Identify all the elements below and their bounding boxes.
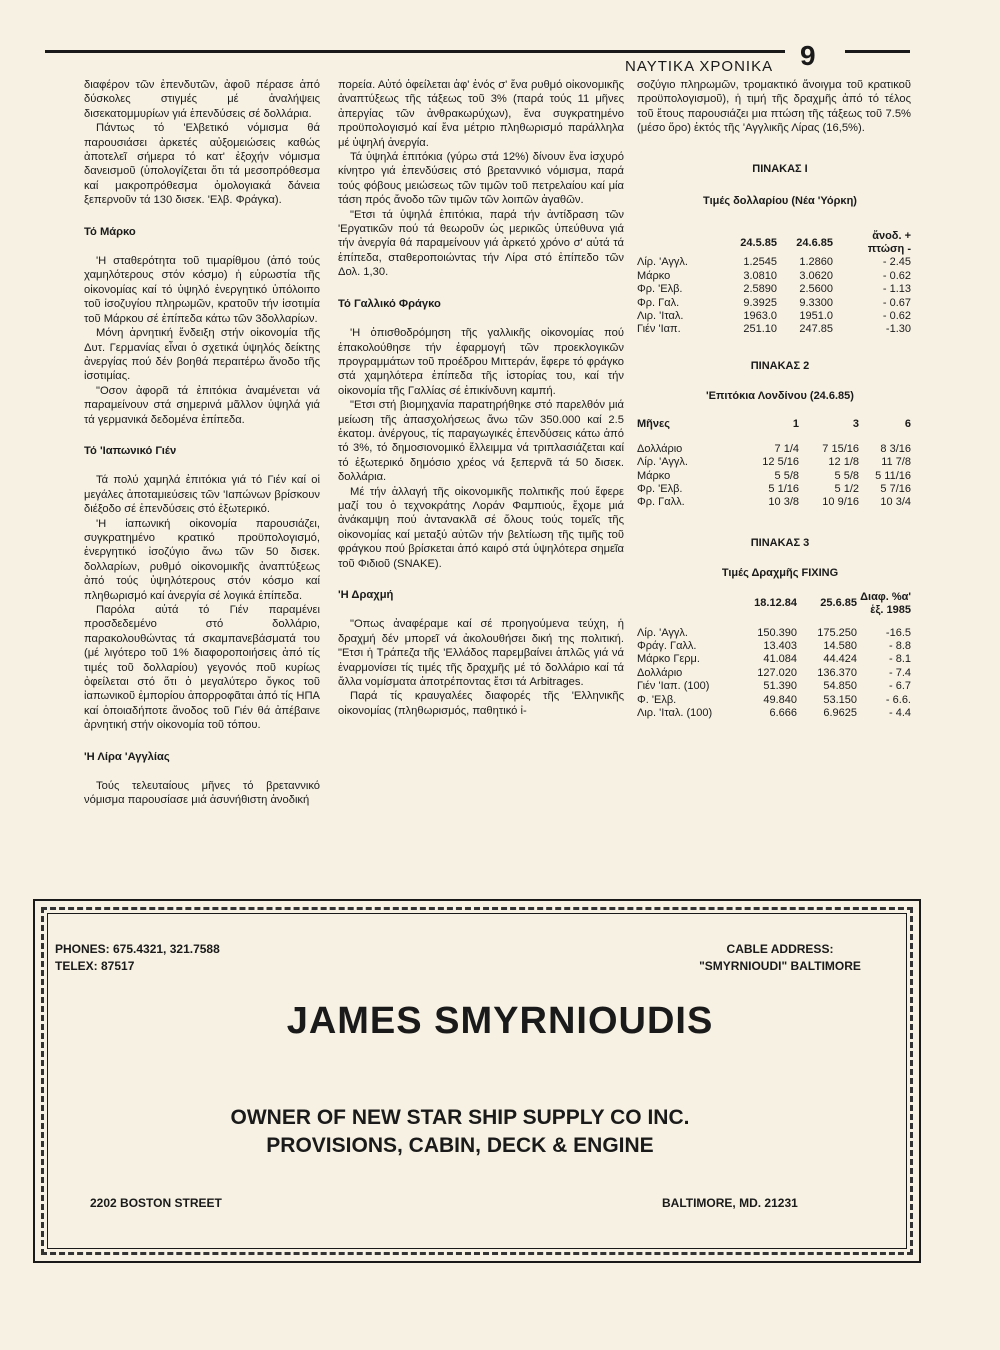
page-number: 9 [800,40,816,71]
table-row [637,443,911,456]
paragraph: Παρά τίς κραυγαλέες διαφορές τῆς 'Ελληνικῆς οἰκονομίας (πληθωρισμός, παθητικό ἰ- [338,690,624,717]
header-rule [845,50,910,53]
row-label: Δολλάριο [637,442,683,455]
table-row [637,680,911,693]
cell-value: 5 11/16 [875,469,911,482]
cell-value: 3.0810 [743,269,777,282]
cell-value: - 1.13 [882,283,911,296]
row-label: Φρ. 'Ελβ. [637,283,683,296]
cell-value: 12 1/8 [828,456,859,469]
row-label: Φρ. 'Ελβ. [637,482,683,495]
cell-value: 1963.0 [743,310,777,323]
table-row [637,667,911,680]
table-row [637,483,911,496]
article-column-3 [637,78,911,720]
cell-value: 1951.0 [799,310,833,323]
cell-value: -1.30 [885,323,911,336]
paragraph: Τούς τελευταίους μῆνες τό βρεταννικό νόμισμα παρουσίασε μιά ἀσυνήθιστη ἀνοδική [84,780,320,807]
table-row [637,297,911,310]
ad-phones: PHONES: 675.4321, 321.7588 [55,942,220,956]
paragraph: Πάντως τό 'Ελβετικό νόμισμα θά παρουσιάσει ἀρκετές αὐξομειώσεις καθώς ἀποτελεῖ σήμερα τό κατ' ἐξοχήν νόμισμα δανεισμοῦ (ὑπολογίζεται ὅτι τά μεσοπρόθεσμα καί μακροπρόθεσμα ὁμολογιακά δάνεια ξεπερνοῦν τά 130 δισεκ. 'Ελβ. Φράγκα). [84,122,320,207]
paragraph: "Ετσι στή βιομηχανία παρατηρήθηκε στό παρελθόν μιά μείωση τῆς ἀπασχολήσεως ἄνω τῶν 350.000 καί 2.5 ἑκατομ. ἀνέργους, τίς παραγωγικές ἐπενδύσεις κάτω ἀπό τό 3%, τό δημοσιονομικό ἔλλειμμα νά τριπλασιάζεται καί τό ἐξωτερικό δημόσιο χρέος νά ξεπερνᾶ τά 50 δισεκ. δολλάρια. [338,399,624,484]
table-row [637,270,911,283]
article-column-2 [338,78,624,718]
cell-value: 3.0620 [799,269,833,282]
row-label: Λίρ. 'Αγγλ. [637,626,688,639]
table2-heading: ΠΙΝΑΚΑΣ 2 [750,359,810,372]
cell-value: 1.2545 [743,256,777,269]
ad-description [0,1104,920,1160]
paragraph: "Οσον ἀφορᾶ τά ἐπιτόκια ἀναμένεται νά παραμείνουν στά σημερινά μᾶλλον ὑψηλά γιά τά γερμανικά δεδομένα ἐπίπεδα. [84,384,320,426]
row-label: Φρ. Γαλλ. [637,496,685,509]
table-row [637,694,911,707]
paragraph: "Ετσι τά ὑψηλά ἐπιτόκια, παρά τήν ἀντίδραση τῶν 'Εργατικῶν πού τά θεωροῦν ὡς μερικῶς ὑπεύθυνα γιά τήν ἀνεργία θά παραμείνουν γιά ἀρκετό χρόνο σ' αὐτά τά ἐπίπεδα, σταθεροποιώντας τήν Λίρα στό ἐπίπεδο τῶν Δολ. 1,30. [338,208,624,279]
ad-cable [660,941,900,975]
cell-value: 10 3/8 [768,496,799,509]
table-row [637,640,911,653]
article-column-1 [84,78,320,808]
row-label: Λιρ. 'Ιταλ. [637,310,684,323]
paragraph: διαφέρον τῶν ἐπενδυτῶν, ἀφοῦ πέρασε ἀπό δύσκολες στιγμές μέ ἀναλήψεις δισεκατομμυρίων γιά ἐπενδύσεις σέ δολλάρια. [84,79,320,120]
table-row [637,283,911,296]
magazine-title: ΝΑΥΤΙΚΑ ΧΡΟΝΙΚΑ [625,58,774,75]
table1-heading: ΠΙΝΑΚΑΣ Ι [752,162,808,175]
cell-value: - 0.62 [882,310,911,323]
cell-value: 9.3925 [743,296,777,309]
cell-value: - 8.1 [888,653,911,666]
row-label: Λιρ. 'Ιταλ. (100) [637,706,713,719]
row-label: Λίρ. 'Αγγλ. [637,456,688,469]
cell-value: 251.10 [743,323,777,336]
table-row [637,496,911,509]
cell-value: 7 15/16 [822,442,859,455]
cell-value: - 4.4 [888,706,911,719]
cell-value: 136.370 [817,666,857,679]
table-row [637,627,911,640]
paragraph: πορεία. Αὐτό ὀφείλεται ἀφ' ἑνός σ' ἕνα ρυθμό οἰκονομικῆς ἀναπτύξεως τῆς τάξεως τοῦ 3% (παρά τούς 11 μῆνες ἀπεργίας τῶν ἀνθρακωρύχων), ἕνα συγκρατημένο προϋπολογισμό καί ἕνα μέτριο πληθωρισμό παράλληλα μέ ὑψηλή ἀνεργία. [338,79,624,149]
ad-cable-value: "SMYRNIOUDI" BALTIMORE [699,959,861,973]
ad-company-name: JAMES SMYRNIOUDIS [286,1000,714,1042]
cell-value: 127.020 [757,666,797,679]
row-label: Δολλάριο [637,666,683,679]
cell-value: - 6.6. [885,693,911,706]
table3-col-c: Διαφ. %α' ἑξ. 1985 [860,590,911,616]
cell-value: 9.3300 [799,296,833,309]
cell-value: 8 3/16 [880,442,911,455]
table-row [637,653,911,666]
ad-owner: OWNER OF NEW STAR SHIP SUPPLY CO INC. [230,1106,690,1129]
table2 [637,418,911,510]
cell-value: 51.390 [763,680,797,693]
section-heading: 'Η Δραχμή [338,589,394,601]
table2-col-b: 3 [852,417,859,430]
paragraph: 'Η ἰαπωνική οἰκονομία παρουσιάζει, συγκρατημένο κρατικό προϋπολογισμό, ἐνεργητικό ἰσοζύγιο ἄνω τῶν 50 δισεκ. δολλαρίων, ρυθμό οἰκονομικῆς ἀναπτύξεως ἀπό τούς ὑψηλότερους στόν κόσμο καί πληθωρισμό καί ἀνεργία σέ λογικά ἐπίπεδα. [84,517,320,602]
table-row [637,323,911,336]
table1-body [637,256,911,336]
paragraph: Μέ τήν ἀλλαγή τῆς οἰκονομικῆς πολιτικῆς πού ἔφερε μαζί του ὁ τεχνοκράτης Λοράν Φαμπιούς, ἔχομε μιά ἀνάκαμψη πού ἀντανακλᾶ σέ ὅλους τούς τομεῖς τῆς οἰκονομίας καί μεταξύ αὐτῶν τήν βελτίωση τῆς τιμῆς τοῦ φράγκου πού βρίσκεται ἀπό καιρό στά ὑψηλότερα σημεῖα τοῦ Φιδιοῦ (SNAKE). [338,485,624,570]
cell-value: 6.666 [769,706,797,719]
table-row [637,470,911,483]
cell-value: - 0.67 [882,296,911,309]
cell-value: 2.5890 [743,283,777,296]
cell-value: 10 3/4 [880,496,911,509]
table1-col-a: 24.5.85 [740,236,777,249]
row-label: Λίρ. 'Αγγλ. [637,256,688,269]
section-heading: Τό Γαλλικό Φράγκο [338,297,441,310]
table3-heading: ΠΙΝΑΚΑΣ 3 [750,536,810,549]
row-label: Μάρκο Γερμ. [637,653,700,666]
table3-subtitle: Τιμές Δραχμῆς FIXING [721,567,839,580]
table1-subtitle: Τιμές δολλαρίου (Νέα 'Υόρκη) [703,195,857,208]
table3-col-a: 18.12.84 [754,597,797,610]
cell-value: -16.5 [885,626,911,639]
table-row [637,456,911,469]
row-label: Γιέν 'Ιαπ. [637,323,681,336]
ad-city: BALTIMORE, MD. 21231 [662,1196,798,1210]
section-heading: Τό Μάρκο [84,225,136,238]
cell-value: 247.85 [799,323,833,336]
cell-value: - 8.8 [888,639,911,652]
table3-col-b: 25.6.85 [820,597,857,610]
paragraph: 'Η σταθερότητα τοῦ τιμαρίθμου (ἀπό τούς χαμηλότερους στόν κόσμο) ἡ εὐρωστία τῆς οἰκονομίας καί τό ὑψηλό ἐνεργητικό ὑπόλοιπο τοῦ ἰσοζυγίου πληρωμῶν, κρατοῦν τήν ἰσοτιμία τοῦ Μάρκου σέ ἐπίπεδα κάτω τῶν 3δολλαρίων. [84,255,320,325]
paragraph: Μόνη ἀρνητική ἔνδειξη στήν οἰκονομία τῆς Δυτ. Γερμανίας εἶναι ὁ σχετικά ὑψηλός δείκτης ἀνεργίας πού δέν βοηθά περαιτέρω ἄνοδο τῆς ἰσοτιμίας. [84,327,320,383]
cell-value: 5 1/16 [768,482,799,495]
table3-body [637,627,911,721]
row-label: Φ. 'Ελβ. [637,693,677,706]
cell-value: 14.580 [823,639,857,652]
cell-value: 12 5/16 [762,456,799,469]
cell-value: - 7.4 [888,666,911,679]
cell-value: 44.424 [823,653,857,666]
table3 [637,591,911,721]
cell-value: 11 7/8 [881,456,911,469]
cell-value: 5 1/2 [834,482,859,495]
paragraph: 'Η ὀπισθοδρόμηση τῆς γαλλικῆς οἰκονομίας πού ἐπακολούθησε τήν ἐφαρμογή τῶν προεκλογικῶν προγραμμάτων τοῦ προέδρου Μιττεράν, ἔφερε τό φράγκο στά χαμηλότερα ἐπίπεδα τῆς ἱστορίας του, καί τήν οἰκονομία τῆς Γαλλίας σέ ἐπικίνδυνη καμπή. [338,327,624,397]
cell-value: - 0.62 [882,269,911,282]
cell-value: - 2.45 [882,256,911,269]
cell-value: 5 7/16 [880,482,911,495]
ad-telex: TELEX: 87517 [55,959,135,973]
table1-col-b: 24.6.85 [796,236,833,249]
table2-col-label: Μῆνες [637,417,670,430]
table1 [637,230,911,336]
cell-value: 150.390 [757,626,797,639]
table2-subtitle: 'Επιτόκια Λονδίνου (24.6.85) [706,390,854,403]
table2-body [637,443,911,510]
ad-street: 2202 BOSTON STREET [90,1196,222,1210]
cell-value: 53.150 [823,693,857,706]
paragraph: Τά πολύ χαμηλά ἐπιτόκια γιά τό Γιέν καί οἱ μεγάλες ἀποταμιεύσεις τῶν 'Ιαπώνων βρίσκουν διέξοδο σέ ἐπενδύσεις στό ἐξωτερικό. [84,474,320,516]
paragraph: Παρόλα αὐτά τό Γιέν παραμένει προσδεδεμένο στό δολλάριο, παρακολουθώντας τά σκαμπανεβάσματά του (μέ λιγότερο τοῦ 1% διαφοροποιήσεις ἀπό τίς τιμές τοῦ δολλαρίου) γεγονός ποῦ κυρίως ὀφείλεται στό ὅτι ὁ μεγαλύτερο ὄγκος τοῦ ἰαπωνικοῦ ἐμπορίου ἀπορροφᾶται ἀπό τίς ΗΠΑ καί ὁποιαδήποτε ἄνοδος τοῦ Γιέν θά ἀπέβαινε ἀρνητική στήν οἰκονομία τοῦ τόπου. [84,604,320,732]
table1-col-c: ἄνοδ. + πτώση - [867,230,911,256]
row-label: Μάρκο [637,469,671,482]
cell-value: 175.250 [817,626,857,639]
cell-value: 54.850 [823,680,857,693]
cell-value: 5 5/8 [774,469,799,482]
paragraph: σοζύγιο πληρωμῶν, τρομακτικό ἄνοιγμα τοῦ κρατικοῦ προϋπολογισμοῦ), ἡ τιμή τῆς δραχμῆς ἀπό τό τέλος τοῦ ἔτους παρουσιάζει μια πτώση τῆς τάξεως τοῦ 7.5% (μέσο ὅρο) ἐκτός τῆς 'Αγγλικῆς Λίρας (16,5%). [637,79,911,135]
cell-value: 7 1/4 [774,442,799,455]
row-label: Φρ. Γαλ. [637,296,680,309]
row-label: Μάρκο [637,269,671,282]
table-row [637,310,911,323]
cell-value: 1.2860 [799,256,833,269]
cell-value: 13.403 [763,639,797,652]
table2-col-a: 1 [792,417,799,430]
table-row [637,707,911,720]
cell-value: 10 9/16 [822,496,859,509]
cell-value: 41.084 [763,653,797,666]
ad-cable-label: CABLE ADDRESS: [726,942,834,956]
cell-value: - 6.7 [888,680,911,693]
paragraph: "Οπως ἀναφέραμε καί σέ προηγούμενα τεύχη, ἡ δραχμή δέν μπορεῖ νά ἀκολουθήσει δική της πολιτική. "Ετσι ἡ Τράπεζα τῆς 'Ελλάδος παρεμβαίνει ἁπλῶς γιά νά ἐναρμονίσει τίς τιμές τῆς δραχμῆς μέ τό δολλάριο καί τά ἄλλα νομίσματα ἀποτρέποντας ἔτσι τά Arbitrages. [338,618,624,689]
cell-value: 49.840 [763,693,797,706]
ad-contact [55,941,220,975]
section-heading: 'Η Λίρα 'Αγγλίας [84,750,170,763]
header-rule [45,50,785,53]
table2-col-c: 6 [904,417,911,430]
row-label: Φράγ. Γαλλ. [637,639,697,652]
row-label: Γιέν 'Ιαπ. (100) [637,680,710,693]
ad-services: PROVISIONS, CABIN, DECK & ENGINE [266,1134,654,1157]
cell-value: 6.9625 [823,706,857,719]
cell-value: 5 5/8 [834,469,859,482]
section-heading: Τό 'Ιαπωνικό Γιέν [84,444,177,457]
paragraph: Τά ὑψηλά ἐπιτόκια (γύρω στά 12%) δίνουν ἕνα ἰσχυρό κίνητρο γιά ἐπενδύσεις στό βρεταννικό νόμισμα, παρά τούς φόβους μειώσεως τῶν τιμῶν τοῦ πετρελαίου καί μία τάση πρός ἄνοδο τῶν τιμῶν τῶν λοιπῶν ἀγαθῶν. [338,151,624,207]
cell-value: 2.5600 [799,283,833,296]
table-row [637,256,911,269]
